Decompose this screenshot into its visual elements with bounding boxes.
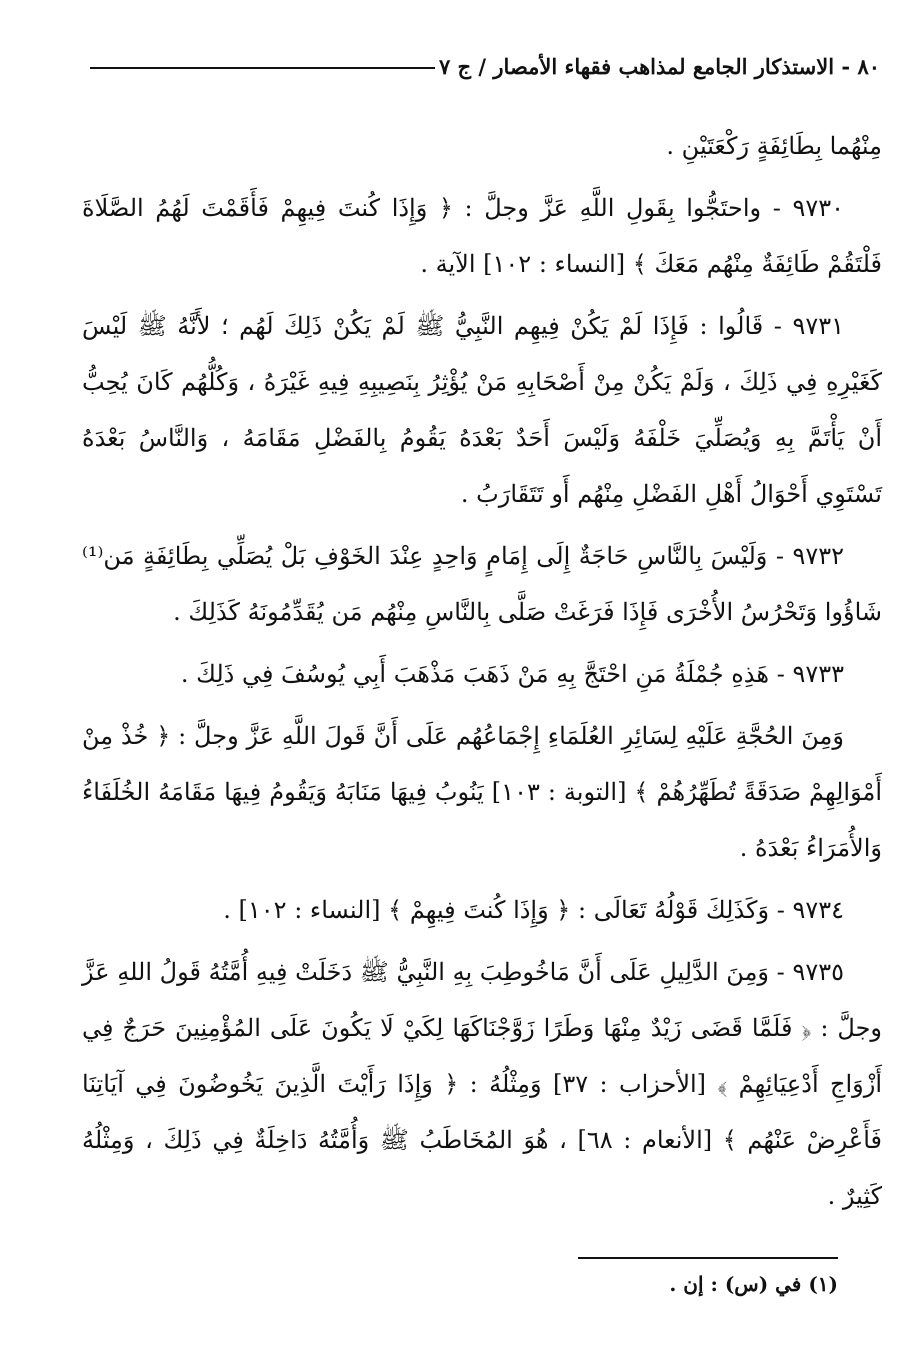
paragraph-9731: ٩٧٣١ - قَالُوا : فَإِذَا لَمْ يَكُنْ فِيهِم النَّبِيُّ ﷺ لَمْ يَكُنْ ذَلِكَ لَهُم ؛ لأَنَّهُ ﷺ لَيْسَ كَغَيْرِهِ فِي ذَلِكَ ، وَلَمْ يَكُنْ مِنْ أَصْحَابِهِ مَنْ يُؤْثِرُ بِنَصِيبِهِ فِيهِ غَيْرَهُ ، وَكُلُّهُم كَانَ يُحِبُّ أَنْ يَأْتَمَّ بِهِ وَيُصَلِّيَ خَلْفَهُ وَلَيْسَ أَحَدٌ بَعْدَهُ يَقُومُ بِالفَضْلِ مَقَامَهُ ، وَالنَّاسُ بَعْدَهُ تَسْتَوِي أَحْوَالُ أَهْلِ الفَضْلِ مِنْهُم أَو تَتَقَارَبُ .: [82, 312, 882, 508]
footnote-rule: [578, 1257, 838, 1259]
main-text: [82, 118, 882, 1230]
page-header: [90, 50, 880, 94]
paragraph-continuation: مِنْهُما بِطَائِفَةٍ رَكْعَتَيْنِ .: [666, 132, 882, 160]
paragraph-9734: ٩٧٣٤ - وَكَذَلِكَ قَوْلُهُ تَعَالَى : ﴿ وَإِذَا كُنتَ فِيهِمْ ﴾ [النساء : ١٠٢] .: [223, 896, 844, 924]
header-rule: [90, 67, 435, 69]
footnote: (١) في (س) : إن .: [669, 1272, 838, 1296]
paragraph-9733: ٩٧٣٣ - هَذِهِ جُمْلَةُ مَنِ احْتَجَّ بِهِ مَنْ ذَهَبَ مَذْهَبَ أَبِي يُوسُفَ فِي ذَلِكَ .: [180, 660, 844, 688]
paragraph-9730: ٩٧٣٠ - واحتَجُّوا بِقَولِ اللَّهِ عَزَّ وجلَّ : ﴿ وَإِذَا كُنتَ فِيهِمْ فَأَقَمْتَ لَهُمُ الصَّلَاةَ فَلْتَقُمْ طَائِفَةٌ مِنْهُم مَعَكَ ﴾ [النساء : ١٠٢] الآية .: [82, 194, 882, 278]
paragraph-9735: ٩٧٣٥ - وَمِنَ الدَّلِيلِ عَلَى أَنَّ مَاخُوطِبَ بِهِ النَّبِيُّ ﷺ دَخَلَتْ فِيهِ أُمَّتُهُ قَولُ اللهِ عَزَّ وجلَّ : ﴿ فَلَمَّا قَضَى زَيْدٌ مِنْهَا وَطَرًا زَوَّجْنَاكَهَا لِكَيْ لَا يَكُونَ عَلَى المُؤْمِنِينَ حَرَجٌ فِي أَزْوَاجِ أَدْعِيَائِهِمْ ﴾ [الأحزاب : ٣٧] وَمِثْلُهُ : ﴿ وَإِذَا رَأَيْتَ الَّذِينَ يَخُوضُونَ فِي آيَاتِنَا فَأَعْرِضْ عَنْهُم ﴾ [الأنعام : ٦٨] ، هُوَ المُخَاطَبُ ﷺ وَأُمَّتُهُ دَاخِلَةٌ فِي ذَلِكَ ، وَمِثْلُهُ كَثِيرٌ .: [82, 958, 882, 1210]
running-title: ٨٠ - الاستذكار الجامع لمذاهب فقهاء الأمصار / ج ٧: [438, 54, 880, 79]
paragraph-argument: وَمِنَ الحُجَّةِ عَلَيْهِ لِسَائِرِ العُلَمَاءِ إِجْمَاعُهُم عَلَى أَنَّ قَولَ اللَّهِ عَزَّ وجلَّ : ﴿ خُذْ مِنْ أَمْوَالِهِمْ صَدَقَةً تُطَهِّرُهُمْ ﴾ [التوبة : ١٠٣] يَنُوبُ فِيهَا مَنَابَهُ وَيَقُومُ فِيهَا مَقَامَهُ الخُلَفَاءُ وَالأُمَرَاءُ بَعْدَهُ .: [82, 722, 882, 862]
paragraph-9732: ٩٧٣٢ - وَلَيْسَ بِالنَّاسِ حَاجَةٌ إِلَى إِمَامٍ وَاحِدٍ عِنْدَ الخَوْفِ بَلْ يُصَلِّي بِطَائِفَةٍ مَن⁽¹⁾ شَاؤُوا وَتَحْرُسُ الأُخْرَى فَإِذَا فَرَغَتْ صَلَّى بِالنَّاسِ مِنْهُم مَن يُقَدِّمُونَهُ كَذَلِكَ .: [82, 542, 882, 626]
